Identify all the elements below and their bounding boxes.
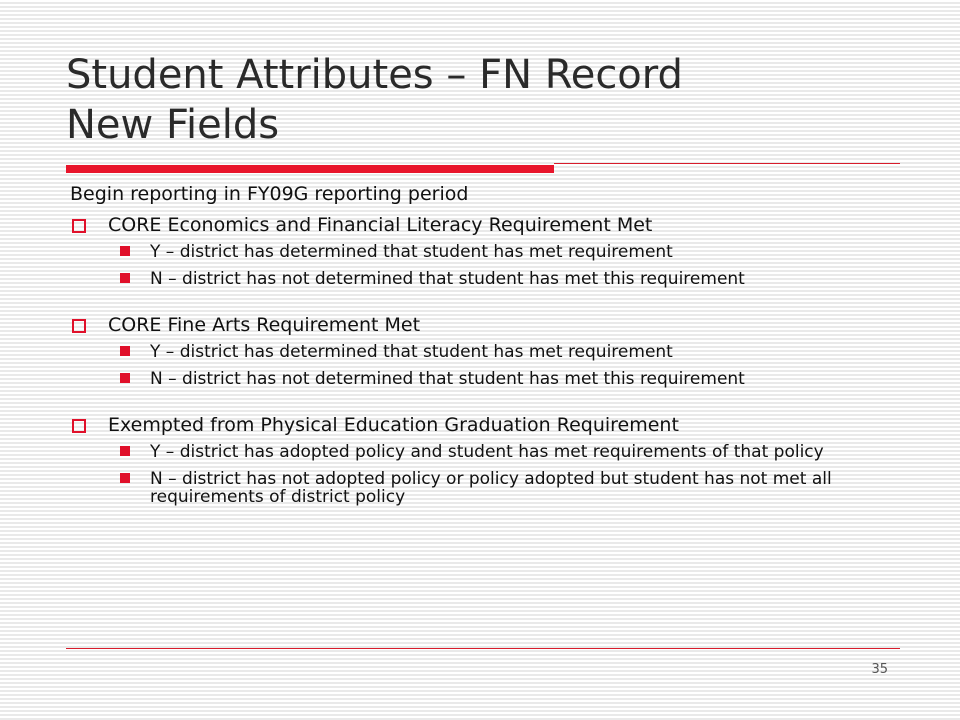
intro-text: Begin reporting in FY09G reporting period bbox=[70, 183, 469, 205]
slide-body bbox=[70, 182, 910, 515]
section-economics bbox=[70, 213, 910, 288]
filled-square-bullet-icon bbox=[120, 446, 130, 456]
title-divider-line bbox=[554, 163, 900, 164]
bullet-text: Y – district has adopted policy and student has met requirements of that policy bbox=[150, 442, 824, 462]
bullet-text: Y – district has determined that student has met requirement bbox=[150, 342, 673, 362]
bullet-level-1 bbox=[70, 413, 910, 437]
bullet-level-2 bbox=[120, 343, 910, 361]
filled-square-bullet-icon bbox=[120, 246, 130, 256]
bullet-level-2 bbox=[120, 270, 910, 288]
slide-title-line-1: Student Attributes – FN Record bbox=[66, 52, 683, 98]
slide-title-line-2: New Fields bbox=[66, 102, 280, 148]
section-heading: Exempted from Physical Education Graduation Requirement bbox=[108, 414, 679, 436]
bullet-text: N – district has not determined that student has met this requirement bbox=[150, 269, 745, 289]
bullet-level-2 bbox=[120, 443, 910, 461]
bullet-text: N – district has not adopted policy or policy adopted but student has not met all requirements of district policy bbox=[150, 469, 832, 507]
hollow-square-bullet-icon bbox=[72, 419, 86, 433]
hollow-square-bullet-icon bbox=[72, 319, 86, 333]
bullet-level-2 bbox=[120, 470, 910, 506]
bullet-text: N – district has not determined that student has met this requirement bbox=[150, 369, 745, 389]
hollow-square-bullet-icon bbox=[72, 219, 86, 233]
bullet-text: Y – district has determined that student has met requirement bbox=[150, 242, 673, 262]
filled-square-bullet-icon bbox=[120, 346, 130, 356]
filled-square-bullet-icon bbox=[120, 373, 130, 383]
bullet-level-1 bbox=[70, 213, 910, 237]
title-accent-bar bbox=[66, 165, 554, 173]
filled-square-bullet-icon bbox=[120, 473, 130, 483]
section-heading: CORE Economics and Financial Literacy Requirement Met bbox=[108, 214, 653, 236]
bullet-level-1 bbox=[70, 313, 910, 337]
section-physical-education bbox=[70, 413, 910, 506]
page-number: 35 bbox=[871, 662, 888, 677]
footer-divider-line bbox=[66, 648, 900, 649]
section-fine-arts bbox=[70, 313, 910, 388]
bullet-level-2 bbox=[120, 370, 910, 388]
section-heading: CORE Fine Arts Requirement Met bbox=[108, 314, 421, 336]
slide-title bbox=[66, 50, 926, 150]
bullet-level-2 bbox=[120, 243, 910, 261]
filled-square-bullet-icon bbox=[120, 273, 130, 283]
